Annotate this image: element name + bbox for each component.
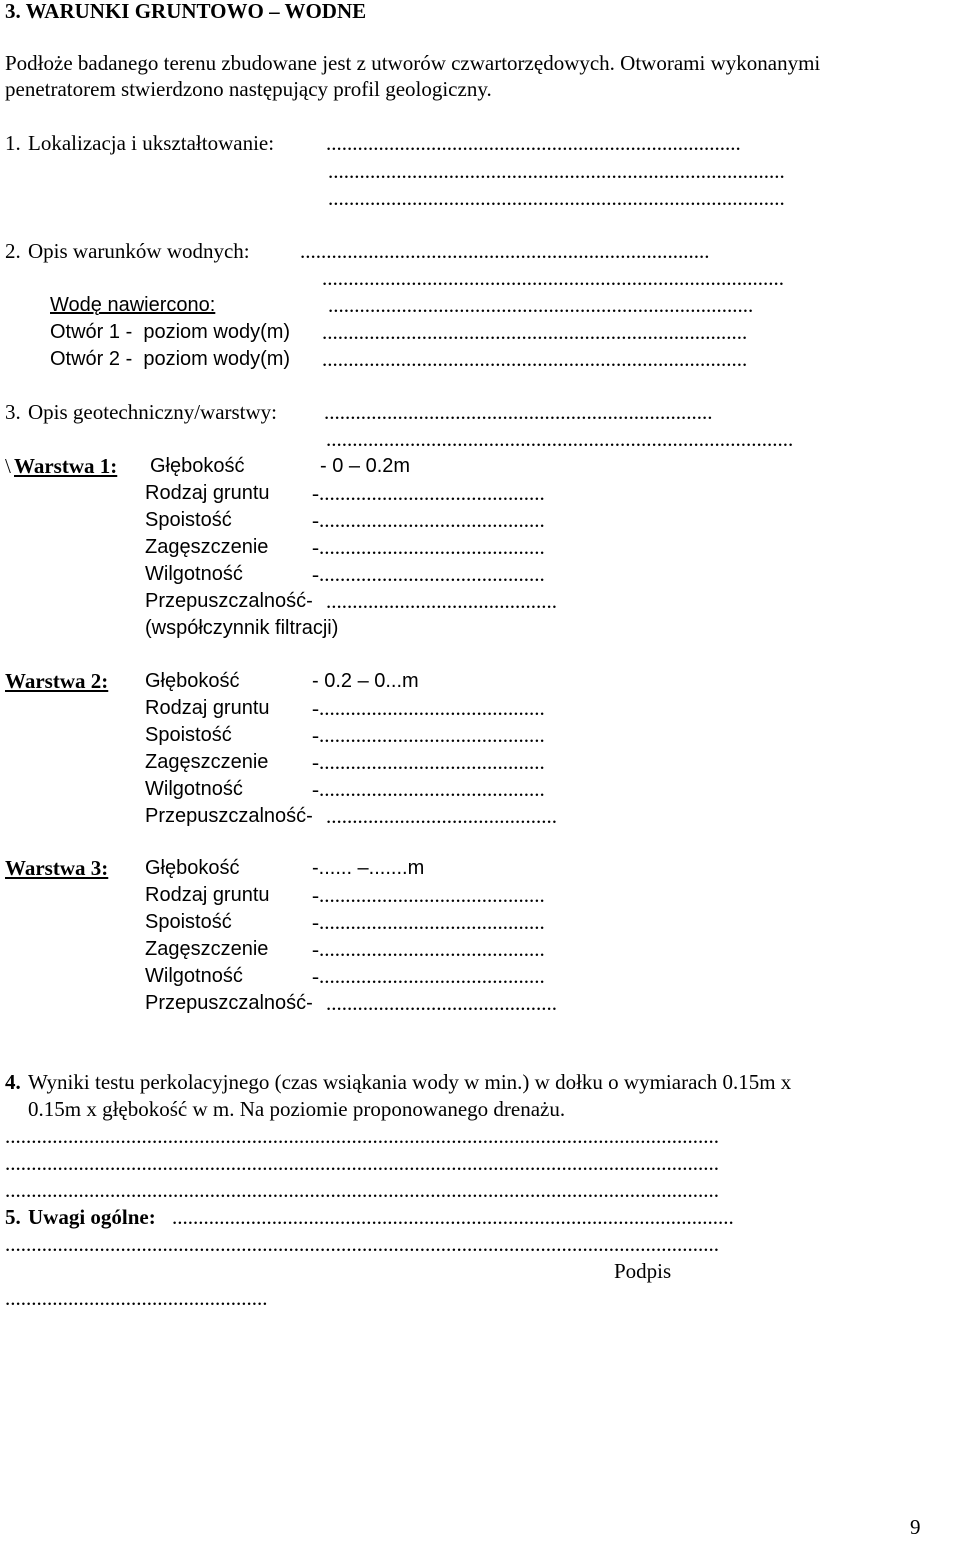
s4-line-1: Wyniki testu perkolacyjnego (czas wsiąkania wody w min.) w dołku o wymiarach 0.15m x (28, 1070, 792, 1094)
layer-1-permeability-value: ............................................ (326, 591, 557, 612)
s5-number: 5. (5, 1205, 21, 1229)
water-found-label: Wodę nawiercono: (50, 294, 216, 316)
s4-fill-3: ........................................................................................................................................ (5, 1180, 719, 1201)
hole-2-label: Otwór 2 - poziom wody(m) (50, 348, 291, 370)
layer-2-title: Warstwa 2: (5, 669, 109, 693)
s3-fill-1: .......................................................................... (324, 402, 713, 423)
layer-1-depth-value: - 0 – 0.2m (320, 455, 411, 477)
layer-1-note: (współczynnik filtracji) (145, 617, 339, 639)
s4-fill-1: ........................................................................................................................................ (5, 1126, 719, 1147)
layer-3-permeability-label: Przepuszczalność- (145, 992, 313, 1014)
layer-1-moisture-value: -........................................... (312, 564, 545, 585)
s1-number: 1. (5, 131, 21, 155)
layer-3-cohesion-value: -........................................... (312, 912, 545, 933)
layer-2-cohesion-value: -........................................... (312, 725, 545, 746)
layer-1-moisture-label: Wilgotność (145, 563, 243, 585)
s1-fill-1: ............................................................................... (326, 133, 741, 154)
layer-2-soil-type-value: -........................................... (312, 698, 545, 719)
layer-1-cohesion-value: -........................................... (312, 510, 545, 531)
s5-fill-2: ........................................................................................................................................ (5, 1234, 719, 1255)
water-found-fill: ................................................................................. (328, 295, 754, 316)
hole-1-fill: ................................................................................. (322, 322, 748, 343)
layer-2-density-value: -........................................... (312, 752, 545, 773)
layer-1-title: Warstwa 1: (14, 454, 118, 478)
signature-label: Podpis (614, 1259, 672, 1283)
layer-3-cohesion-label: Spoistość (145, 911, 232, 933)
hole-2-fill: ................................................................................. (322, 349, 748, 370)
layer-3-density-label: Zagęszczenie (145, 938, 269, 960)
layer-1-cohesion-label: Spoistość (145, 509, 232, 531)
intro-line-1: Podłoże badanego terenu zbudowane jest z utworów czwartorzędowych. Otworami wykonanymi (5, 51, 821, 75)
layer-3-soil-type-label: Rodzaj gruntu (145, 884, 270, 906)
layer-1-density-label: Zagęszczenie (145, 536, 269, 558)
layer-1-prefix: \ (5, 454, 11, 478)
layer-1-soil-type-value: -........................................... (312, 483, 545, 504)
layer-3-title: Warstwa 3: (5, 856, 109, 880)
s2-fill-2: ........................................................................................ (322, 268, 784, 289)
layer-2-depth-value: - 0.2 – 0...m (312, 670, 419, 692)
layer-2-density-label: Zagęszczenie (145, 751, 269, 773)
layer-2-cohesion-label: Spoistość (145, 724, 232, 746)
s4-number: 4. (5, 1070, 21, 1094)
hole-1-label: Otwór 1 - poziom wody(m) (50, 321, 291, 343)
s1-fill-3: ....................................................................................... (328, 188, 785, 209)
layer-2-moisture-label: Wilgotność (145, 778, 243, 800)
s4-fill-2: ........................................................................................................................................ (5, 1153, 719, 1174)
layer-3-moisture-value: -........................................... (312, 966, 545, 987)
page-number: 9 (910, 1515, 921, 1539)
s2-label: Opis warunków wodnych: (28, 239, 250, 263)
intro-line-2: penetratorem stwierdzono następujący profil geologiczny. (5, 77, 492, 101)
layer-2-moisture-value: -........................................... (312, 779, 545, 800)
layer-3-soil-type-value: -........................................... (312, 885, 545, 906)
s2-fill-1: .............................................................................. (300, 241, 710, 262)
layer-3-moisture-label: Wilgotność (145, 965, 243, 987)
s3-label: Opis geotechniczny/warstwy: (28, 400, 278, 424)
s5-fill-1: ........................................................................................................... (172, 1207, 734, 1228)
s3-number: 3. (5, 400, 21, 424)
layer-3-permeability-value: ............................................ (326, 993, 557, 1014)
s5-label: Uwagi ogólne: (28, 1205, 156, 1229)
signature-line: .................................................. (5, 1288, 268, 1309)
s2-number: 2. (5, 239, 21, 263)
layer-2-permeability-label: Przepuszczalność- (145, 805, 313, 827)
layer-2-soil-type-label: Rodzaj gruntu (145, 697, 270, 719)
layer-1-depth-label: Głębokość (150, 455, 245, 477)
layer-1-soil-type-label: Rodzaj gruntu (145, 482, 270, 504)
s4-line-2: 0.15m x głębokość w m. Na poziomie proponowanego drenażu. (28, 1097, 566, 1121)
layer-3-depth-value: -...... –.......m (312, 857, 425, 879)
layer-3-depth-label: Głębokość (145, 857, 240, 879)
section-title: 3. WARUNKI GRUNTOWO – WODNE (5, 0, 367, 23)
s3-fill-2: ......................................................................................... (326, 429, 794, 450)
layer-1-density-value: -........................................... (312, 537, 545, 558)
layer-1-permeability-label: Przepuszczalność- (145, 590, 313, 612)
s1-label: Lokalizacja i ukształtowanie: (28, 131, 275, 155)
layer-3-density-value: -........................................... (312, 939, 545, 960)
s1-fill-2: ....................................................................................... (328, 161, 785, 182)
layer-2-permeability-value: ............................................ (326, 806, 557, 827)
layer-2-depth-label: Głębokość (145, 670, 240, 692)
